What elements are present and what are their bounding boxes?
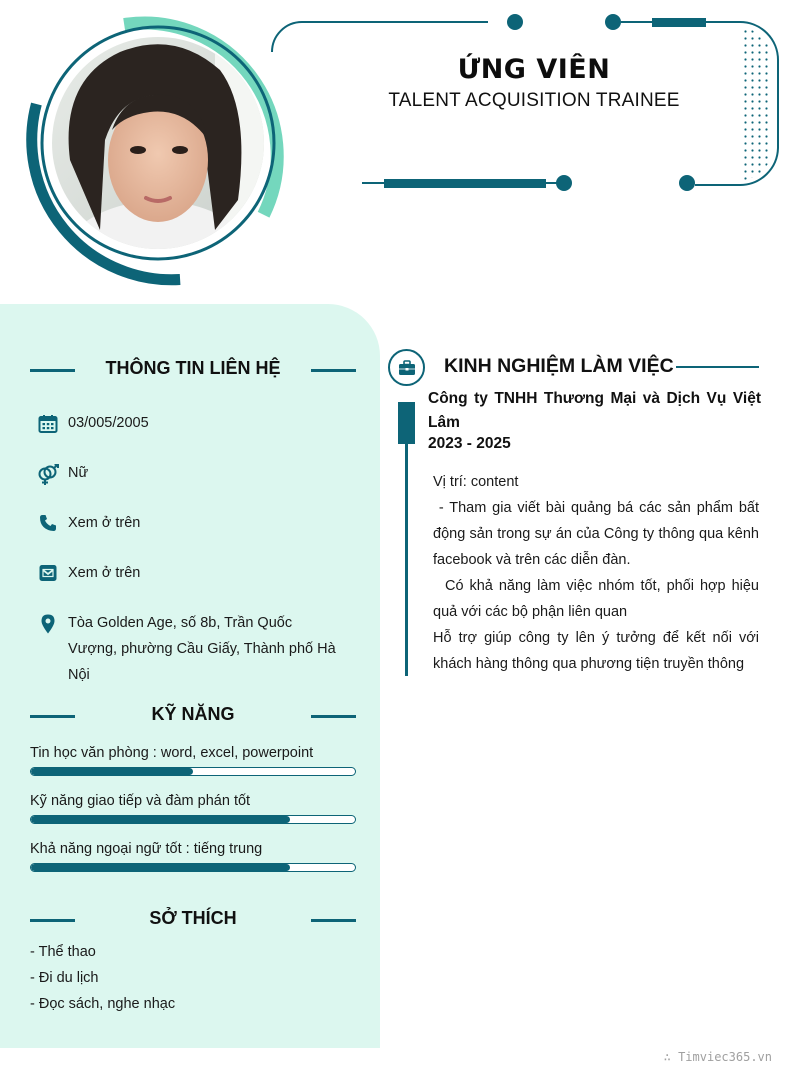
- skill-item: [30, 745, 356, 776]
- work-period: 2023 - 2025: [428, 435, 511, 452]
- contact-heading: [30, 355, 356, 385]
- skill-bar: [30, 815, 356, 824]
- contact-address: [36, 614, 356, 688]
- gender-icon: [36, 464, 60, 486]
- address-value: Tòa Golden Age, số 8b, Trần Quốc Vượng, phường Cầu Giấy, Thành phố Hà Nội: [68, 615, 336, 683]
- candidate-name: ỨNG VIÊN: [457, 54, 611, 85]
- birthday-value: 03/005/2005: [68, 415, 149, 431]
- phone-icon: [36, 514, 60, 536]
- skill-label: Kỹ năng giao tiếp và đàm phán tốt: [30, 793, 251, 809]
- skill-label: Tin học văn phòng : word, excel, powerpoint: [30, 745, 314, 761]
- experience-line: - Tham gia viết bài quảng bá các sản phẩm bất động sản trong sự án của Công ty thông qua kênh facebook và trên các diễn đàn.: [433, 500, 764, 568]
- timeline-line: [405, 444, 408, 676]
- gender-value: Nữ: [68, 465, 89, 481]
- skill-label: Khả năng ngoại ngữ tốt : tiếng trung: [30, 841, 263, 857]
- contact-birthday: [36, 414, 356, 436]
- skill-item: [30, 793, 356, 824]
- skill-bar-fill: [31, 816, 290, 823]
- contact-email: [36, 564, 356, 586]
- contact-heading-text: THÔNG TIN LIÊN HỆ: [105, 358, 281, 378]
- skill-bar-fill: [31, 864, 290, 871]
- experience-line: Vị trí: content: [433, 474, 519, 490]
- company-name: Công ty TNHH Thương Mại và Dịch Vụ Việt Lâm: [428, 390, 761, 431]
- experience-heading: KINH NGHIỆM LÀM VIỆC: [444, 355, 674, 377]
- calendar-icon: [36, 414, 60, 436]
- phone-value: Xem ở trên: [68, 515, 141, 531]
- envelope-icon: [36, 564, 60, 586]
- experience-heading-line: [676, 366, 759, 368]
- skill-bar: [30, 767, 356, 776]
- skill-bar-fill: [31, 768, 193, 775]
- experience-line: Có khả năng làm việc nhóm tốt, phối hợp hiệu quả với các bộ phận liên quan: [433, 578, 764, 620]
- contact-gender: [36, 464, 356, 486]
- hobbies-heading: [30, 905, 356, 935]
- hobby-item: - Đi du lịch: [30, 970, 99, 986]
- skill-bar: [30, 863, 356, 872]
- hobby-item: - Thể thao: [30, 944, 96, 960]
- hobby-item: - Đọc sách, nghe nhạc: [30, 996, 176, 1012]
- skills-heading: [30, 701, 356, 731]
- experience-line: Hỗ trợ giúp công ty lên ý tưởng để kết nối với khách hàng thông qua phương tiện truyền thông: [433, 630, 759, 672]
- skill-item: [30, 841, 356, 872]
- timeline-marker: [398, 402, 415, 444]
- briefcase-icon: [388, 349, 425, 386]
- contact-phone: [36, 514, 356, 536]
- map-pin-icon: [36, 614, 60, 636]
- skills-heading-text: KỸ NĂNG: [151, 704, 235, 724]
- watermark: ∴ Timviec365.vn: [663, 1050, 772, 1064]
- header-decoration: [0, 0, 800, 300]
- job-title: TALENT ACQUISITION TRAINEE: [388, 90, 680, 111]
- email-value: Xem ở trên: [68, 565, 141, 581]
- watermark-text: Timviec365.vn: [678, 1050, 772, 1064]
- hobbies-heading-text: SỞ THÍCH: [149, 908, 237, 928]
